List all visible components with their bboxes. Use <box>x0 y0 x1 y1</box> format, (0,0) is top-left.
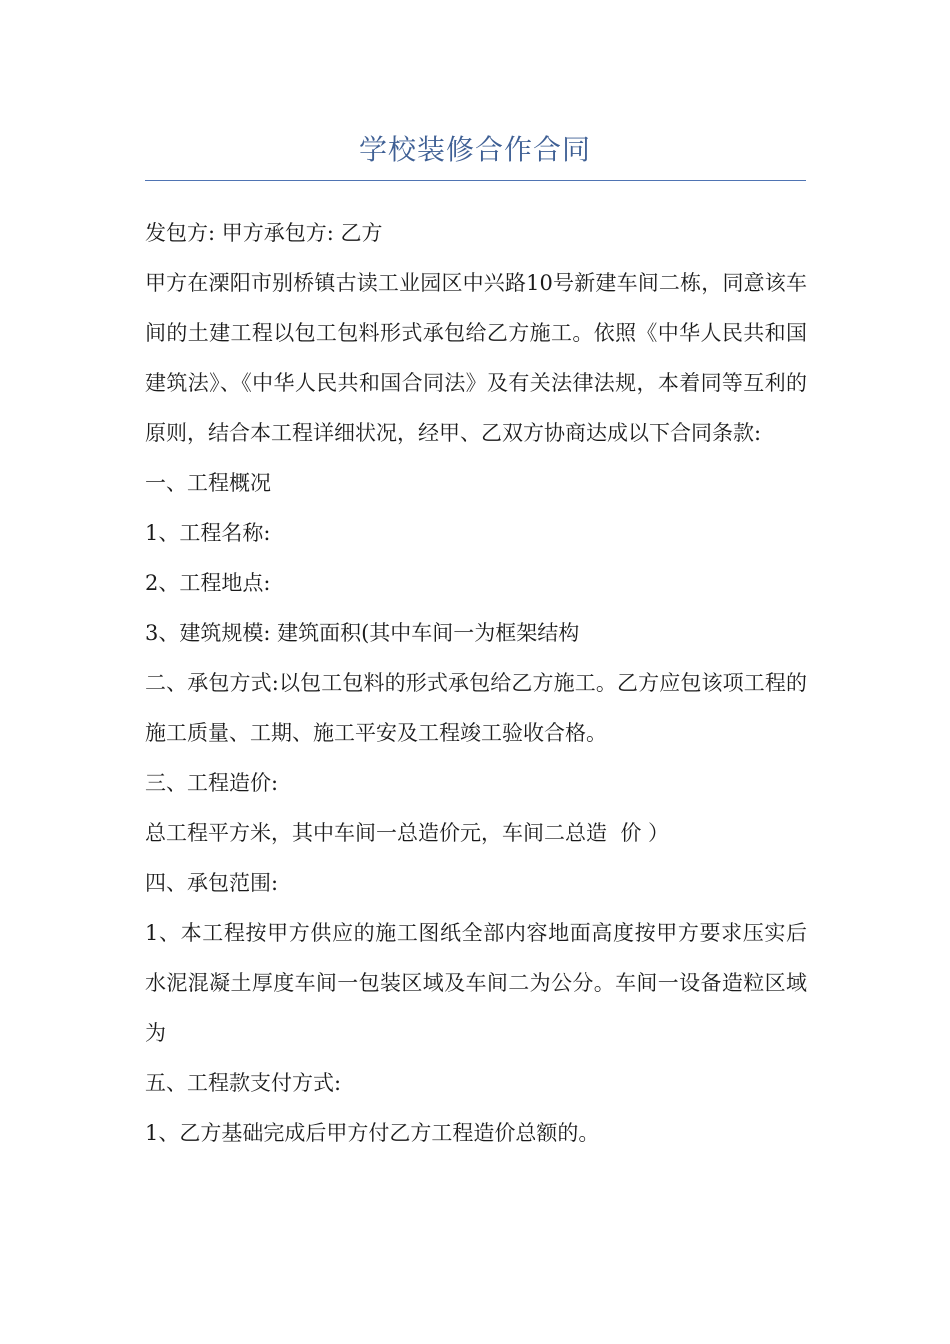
cost-detail-line: 总工程平方米，其中车间一总造价元，车间二总造 价 ） <box>145 821 670 845</box>
scope-detail-paragraph: 1、本工程按甲方供应的施工图纸全部内容地面高度按甲方要求压实后水泥混凝土厚度车间一包装区域及车间二为公分。车间一设备造粒区域为 <box>145 921 807 1045</box>
section-heading-cost: 三、工程造价: <box>145 771 279 795</box>
section-heading-overview: 一、工程概况 <box>145 471 271 495</box>
parties-line: 发包方: 甲方承包方: 乙方 <box>145 221 383 245</box>
project-name-line: 1、工程名称: <box>145 521 271 545</box>
building-scale-line: 3、建筑规模: 建筑面积(其中车间一为框架结构 <box>145 621 580 645</box>
contract-method-paragraph: 二、承包方式:以包工包料的形式承包给乙方施工。乙方应包该项工程的施工质量、工期、施工平安及工程竣工验收合格。 <box>145 671 807 745</box>
intro-paragraph: 甲方在溧阳市别桥镇古读工业园区中兴路10号新建车间二栋，同意该车间的土建工程以包工包料形式承包给乙方施工。依照《中华人民共和国建筑法》、《中华人民共和国合同法》及有关法律法规，本着同等互利的原则，结合本工程详细状况，经甲、乙双方协商达成以下合同条款: <box>145 271 807 445</box>
document-body <box>145 208 807 1158</box>
section-heading-scope: 四、承包范围: <box>145 871 279 895</box>
payment-detail-line: 1、乙方基础完成后甲方付乙方工程造价总额的。 <box>145 1121 600 1145</box>
project-location-line: 2、工程地点: <box>145 571 271 595</box>
title-underline <box>145 180 806 181</box>
document-title: 学校装修合作合同 <box>358 133 591 166</box>
section-heading-payment: 五、工程款支付方式: <box>145 1071 342 1095</box>
